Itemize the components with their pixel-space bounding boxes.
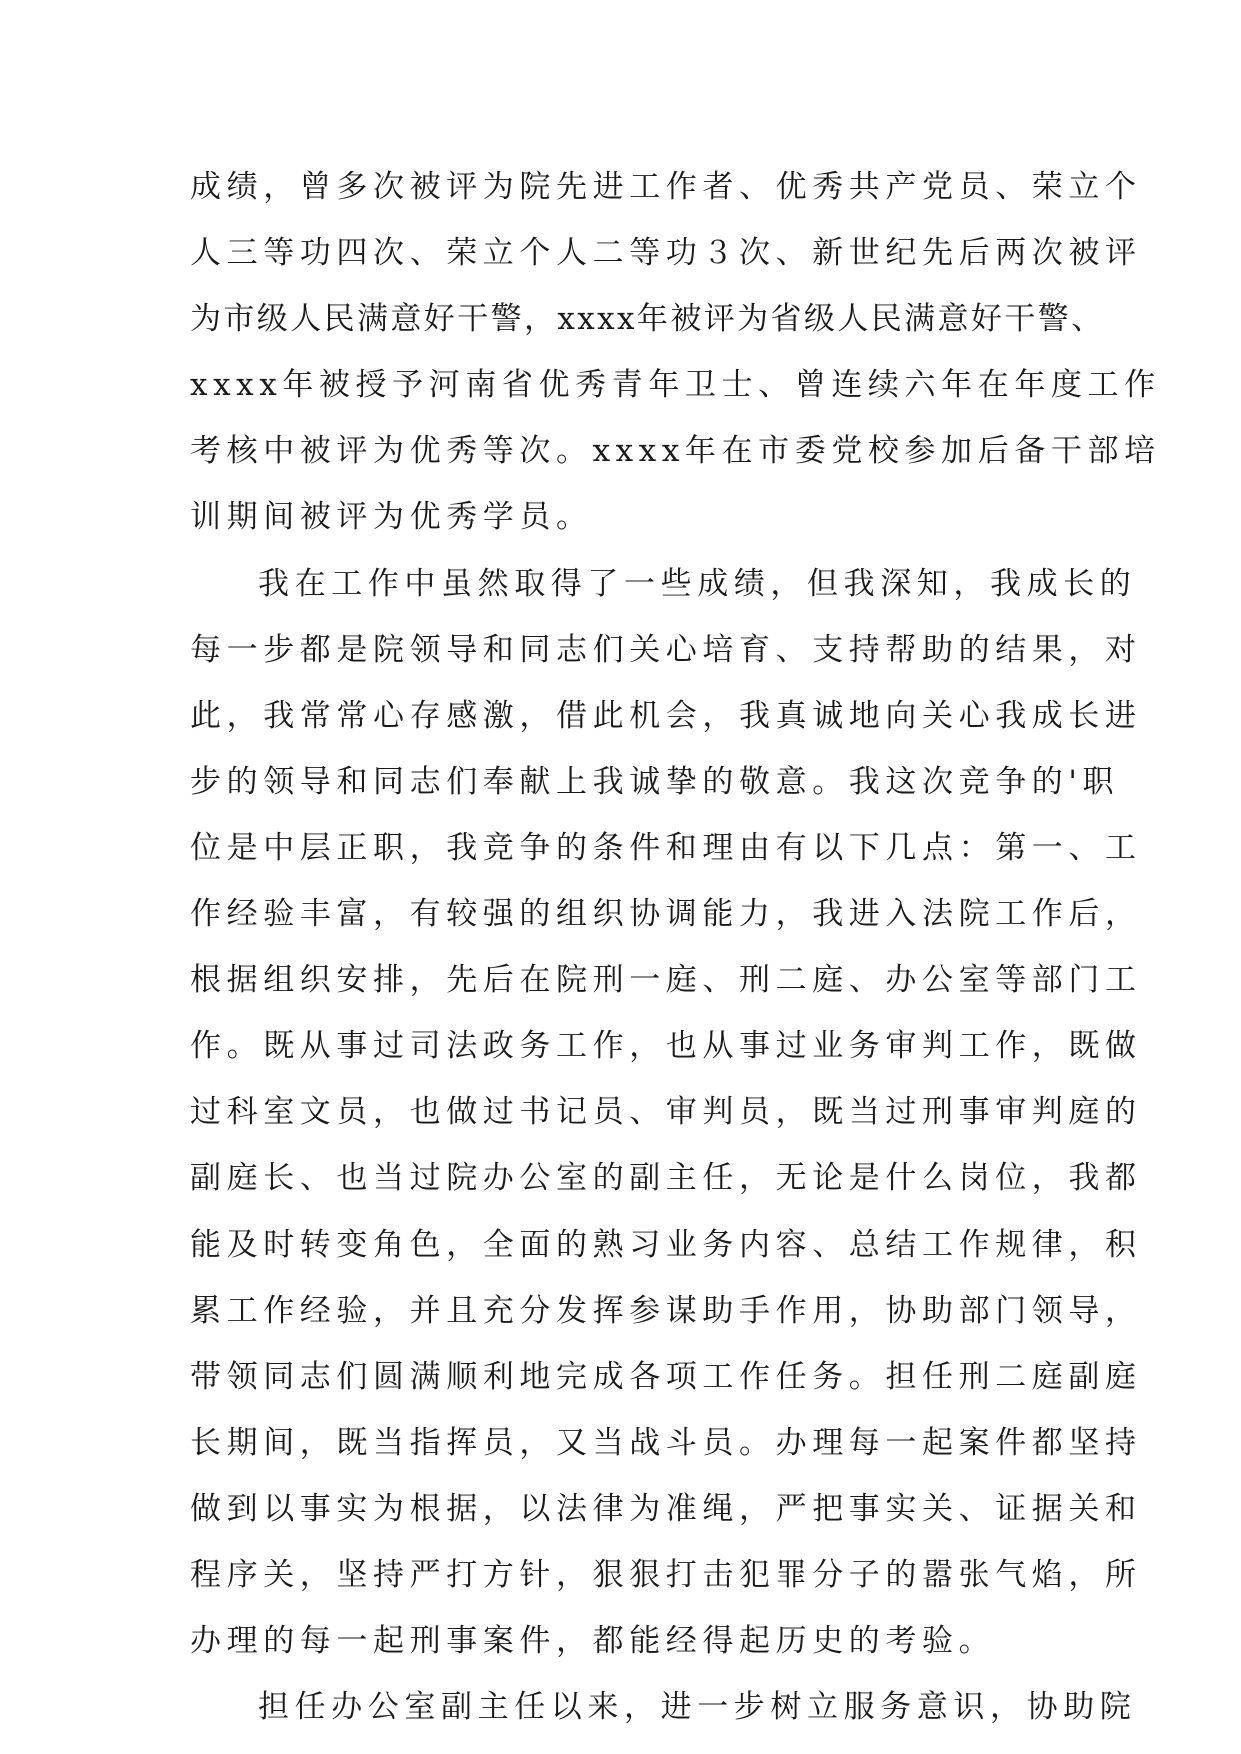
text-line: 办理的每一起刑事案件，都能经得起历史的考验。 xyxy=(190,1623,996,1660)
text-line: 位是中层正职，我竞争的条件和理由有以下几点：第一、工 xyxy=(190,829,1142,866)
text-line: 能及时转变角色，全面的熟习业务内容、总结工作规律，积 xyxy=(190,1226,1142,1263)
text-line: 考核中被评为优秀等次。xxxx年在市委党校参加后备干部培 xyxy=(190,433,1161,470)
text-line: 每一步都是院领导和同志们关心培育、支持帮助的结果，对 xyxy=(190,631,1142,668)
text-line: 副庭长、也当过院办公室的副主任，无论是什么岗位，我都 xyxy=(190,1160,1142,1197)
text-line: 累工作经验，并且充分发挥参谋助手作用，协助部门领导， xyxy=(190,1292,1142,1329)
text-line: 过科室文员，也做过书记员、审判员，既当过刑事审判庭的 xyxy=(190,1094,1142,1131)
paragraph-start-line: 我在工作中虽然取得了一些成绩，但我深知，我成长的 xyxy=(258,565,1137,602)
paragraph-start-line: 担任办公室副主任以来，进一步树立服务意识，协助院 xyxy=(258,1689,1137,1726)
body-text xyxy=(190,154,1161,1740)
text-line: 此，我常常心存感激，借此机会，我真诚地向关心我成长进 xyxy=(190,697,1142,734)
text-line: 做到以事实为根据，以法律为准绳，严把事实关、证据关和 xyxy=(190,1490,1142,1527)
text-line: 步的领导和同志们奉献上我诚挚的敬意。我这次竞争的'职 xyxy=(190,763,1120,800)
text-line: xxxx年被授予河南省优秀青年卫士、曾连续六年在年度工作 xyxy=(190,367,1161,404)
text-line: 作。既从事过司法政务工作，也从事过业务审判工作，既做 xyxy=(190,1028,1142,1065)
text-line: 长期间，既当指挥员，又当战斗员。办理每一起案件都坚持 xyxy=(190,1424,1142,1461)
text-line: 程序关，坚持严打方针，狠狠打击犯罪分子的嚣张气焰，所 xyxy=(190,1556,1142,1593)
text-line: 带领同志们圆满顺利地完成各项工作任务。担任刑二庭副庭 xyxy=(190,1358,1142,1395)
text-line: 根据组织安排，先后在院刑一庭、刑二庭、办公室等部门工 xyxy=(190,962,1142,999)
text-line: 成绩，曾多次被评为院先进工作者、优秀共产党员、荣立个 xyxy=(190,169,1142,205)
text-line: 作经验丰富，有较强的组织协调能力，我进入法院工作后， xyxy=(190,896,1142,933)
text-line: 为市级人民满意好干警，xxxx年被评为省级人民满意好干警、 xyxy=(190,301,1105,338)
text-line: 训期间被评为优秀学员。 xyxy=(190,499,593,536)
text-line: 人三等功四次、荣立个人二等功３次、新世纪先后两次被评 xyxy=(190,235,1142,272)
